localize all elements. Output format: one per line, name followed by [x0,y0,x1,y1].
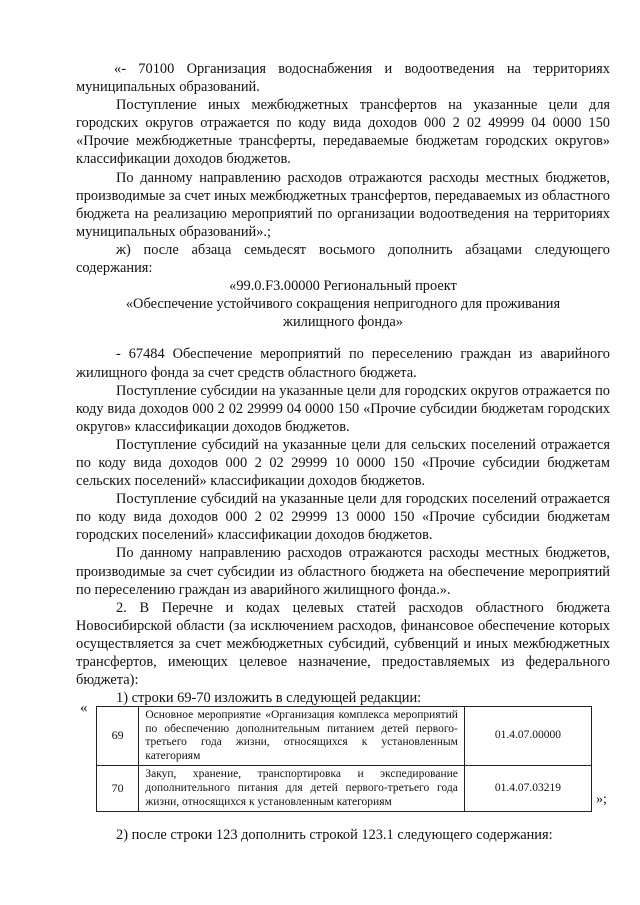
table-close-quote: »; [596,792,607,807]
project-heading: «99.0.F3.00000 Региональный проект [229,278,457,295]
row-number: 70 [97,766,139,812]
row-description: Основное мероприятие «Организация комплекса мероприятий по обеспечению дополнительным питанием детей первого-третьего года жизни, относящихся к установленным категориям [139,707,465,766]
closing-paragraph: 2) после строки 123 дополнить строкой 123.1 следующего содержания: [116,827,553,843]
target-codes-table [96,706,592,812]
paragraph-7: - 67484 Обеспечение мероприятий по переселению граждан из аварийного жилищного фонда за счет средств областного бюджета. [76,346,610,381]
paragraph-4: ж) после абзаца семьдесят восьмого дополнить абзацами следующего содержания: [76,241,610,277]
paragraph-13: 1) строки 69-70 изложить в следующей редакции: [116,690,422,707]
paragraph-3: По данному направлению расходов отражаются расходы местных бюджетов, производимые за счет иных межбюджетных трансфертов, передаваемых из областного бюджета на реализацию мероприятий по организации водоотведения на территориях муниципальных образований».; [76,169,610,240]
row-number: 69 [97,707,139,766]
row-code: 01.4.07.00000 [464,707,591,766]
row-description: Закуп, хранение, транспортировка и экспедирование дополнительного питания для детей первого-третьего года жизни, относящихся к установленным категориям [139,766,465,812]
row-code: 01.4.07.03219 [464,766,591,812]
paragraph-8: Поступление субсидии на указанные цели для городских округов отражается по коду вида доходов 000 2 02 29999 04 0000 150 «Прочие субсидии бюджетам городских округов» классификации доходов бюджетов. [76,382,610,435]
paragraph-10: Поступление субсидий на указанные цели для городских поселений отражается по коду вида доходов 000 2 02 29999 13 0000 150 «Прочие субсидии бюджетам городских поселений» классификации доходов бюджетов. [76,491,610,544]
project-subheading: «Обеспечение устойчивого сокращения непригодного для проживания жилищного фонда» [125,296,561,331]
paragraph-12: 2. В Перечне и кодах целевых статей расходов областного бюджета Новосибирской области (за исключением расходов, финансовое обеспечение которых осуществляется за счет межбюджетных субсидий, субвенций и иных межбюджетных трансфертов, имеющих целевое назначение, предоставляемых из федерального бюджета): [76,599,610,689]
table-open-quote: « [80,700,88,716]
table-row [97,766,592,812]
paragraph-1: «- 70100 Организация водоснабжения и водоотведения на территориях муниципальных образований. [76,61,610,96]
body-text [76,60,610,707]
paragraph-11: По данному направлению расходов отражаются расходы местных бюджетов, производимые за счет субсидии из областного бюджета на обеспечение мероприятий по переселению граждан из аварийного жилищного фонда.». [76,545,610,598]
paragraph-2: Поступление иных межбюджетных трансфертов на указанные цели для городских округов отражается по коду вида доходов 000 2 02 49999 04 0000 150 «Прочие межбюджетные трансферты, передаваемые бюджетам городских округов» классификации доходов бюджетов. [76,97,610,168]
paragraph-9: Поступление субсидий на указанные цели для сельских поселений отражается по коду вида доходов 000 2 02 29999 10 0000 150 «Прочие субсидии бюджетам сельских поселений» классификации доходов бюджетов. [76,436,610,490]
table-row [97,707,592,766]
